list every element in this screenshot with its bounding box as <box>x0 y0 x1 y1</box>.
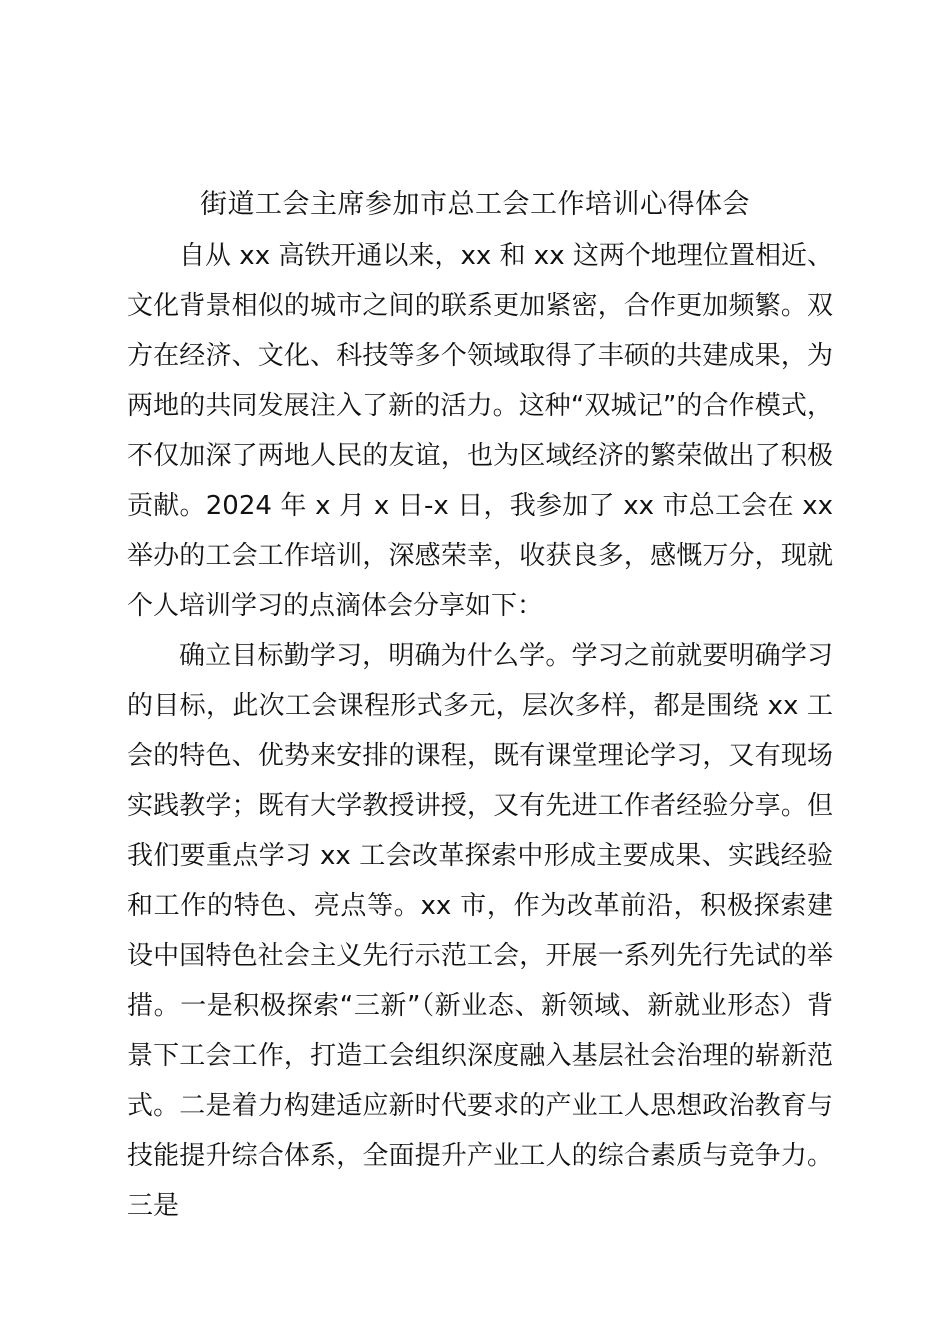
paragraph-study-goals: 确立目标勤学习，明确为什么学。学习之前就要明确学习的目标，此次工会课程形式多元，层次多样，都是围绕 xx 工会的特色、优势来安排的课程，既有课堂理论学习，又有现场实践教学；既有大学教授讲授，又有先进工作者经验分享。但我们要重点学习 xx 工会改革探索中形成主要成果、实践经验和工作的特色、亮点等。xx 市，作为改革前沿，积极探索建设中国特色社会主义先行示范工会，开展一系列先行先试的举措。一是积极探索“三新”（新业态、新领域、新就业形态）背景下工会工作，打造工会组织深度融入基层社会治理的崭新范式。二是着力构建适应新时代要求的产业工人思想政治教育与技能提升综合体系，全面提升产业工人的综合素质与竞争力。三是 <box>127 641 833 1221</box>
document-body <box>127 231 833 1231</box>
paragraph-intro: 自从 xx 高铁开通以来，xx 和 xx 这两个地理位置相近、文化背景相似的城市之间的联系更加紧密，合作更加频繁。双方在经济、文化、科技等多个领域取得了丰硕的共建成果，为两地的共同发展注入了新的活力。这种“双城记”的合作模式，不仅加深了两地人民的友谊，也为区域经济的繁荣做出了积极贡献。2024 年 x 月 x 日-x 日，我参加了 xx 市总工会在 xx 举办的工会工作培训，深感荣幸，收获良多，感慨万分，现就个人培训学习的点滴体会分享如下： <box>127 241 833 621</box>
document-title: 街道工会主席参加市总工会工作培训心得体会 <box>200 189 750 220</box>
